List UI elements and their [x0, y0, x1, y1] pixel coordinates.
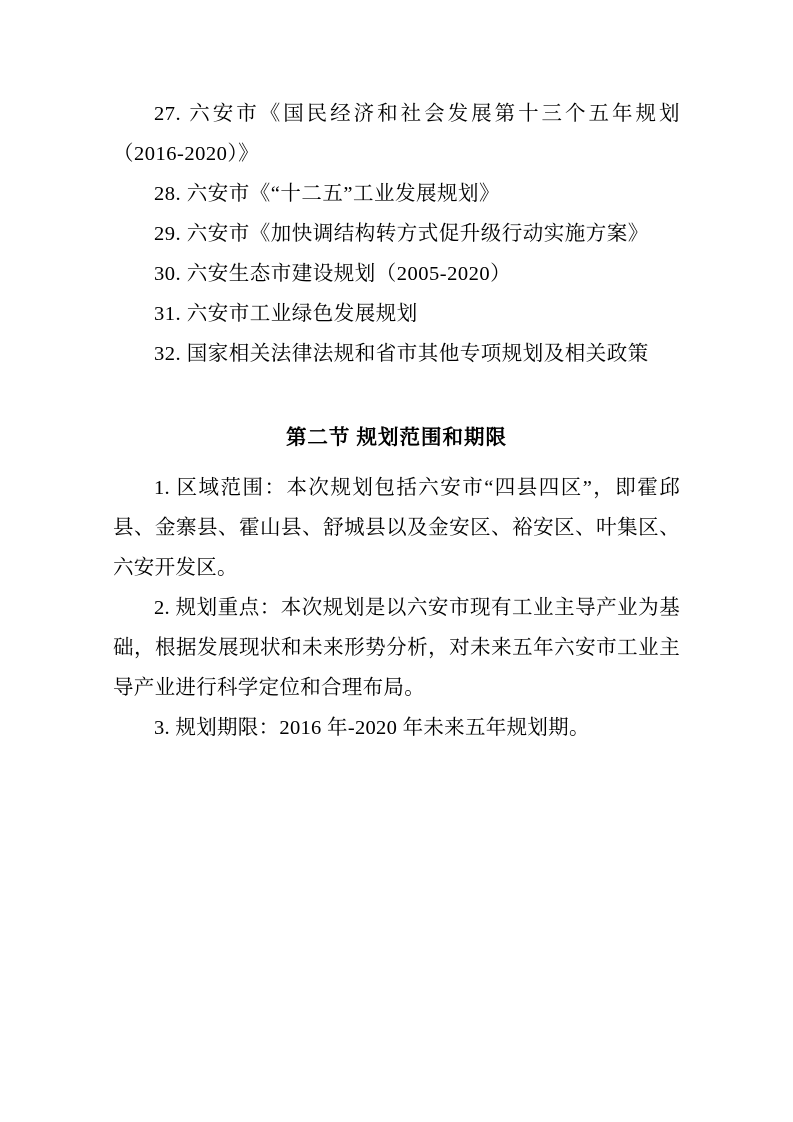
- document-body: [113, 95, 680, 749]
- paragraph: 2. 规划重点：本次规划是以六安市现有工业主导产业为基础，根据发展现状和未来形势分析，对未来五年六安市工业主导产业进行科学定位和合理布局。: [113, 596, 680, 699]
- paragraph: 1. 区域范围：本次规划包括六安市“四县四区”，即霍邱县、金寨县、霍山县、舒城县以及金安区、裕安区、叶集区、六安开发区。: [113, 476, 680, 579]
- list-item: 32. 国家相关法律法规和省市其他专项规划及相关政策: [154, 342, 649, 365]
- section-title: 第二节 规划范围和期限: [285, 426, 508, 449]
- list-item: 27. 六安市《国民经济和社会发展第十三个五年规划（2016-2020）》: [113, 103, 680, 165]
- list-item: 30. 六安生态市建设规划（2005-2020）: [154, 262, 512, 285]
- list-item: 29. 六安市《加快调结构转方式促升级行动实施方案》: [154, 222, 649, 245]
- paragraph: 3. 规划期限：2016 年-2020 年未来五年规划期。: [154, 716, 590, 739]
- list-item: 31. 六安市工业绿色发展规划: [154, 302, 418, 325]
- list-item: 28. 六安市《“十二五”工业发展规划》: [154, 182, 500, 205]
